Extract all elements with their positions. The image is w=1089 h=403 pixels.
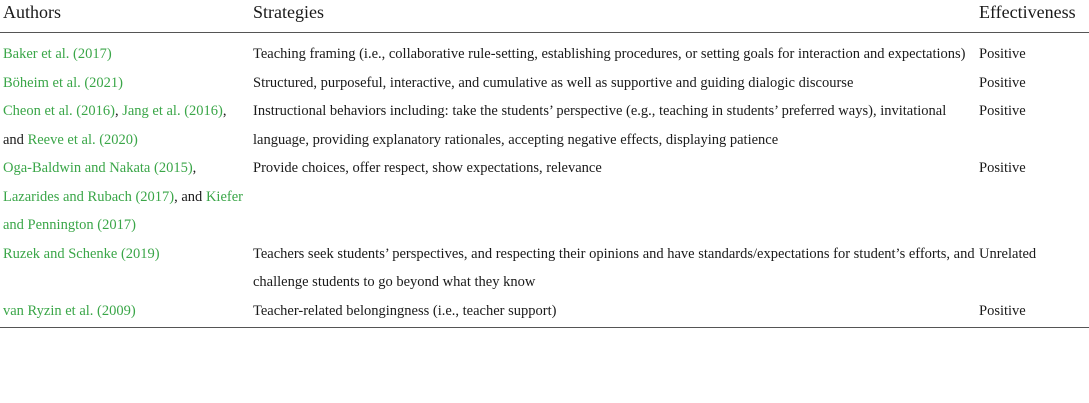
effectiveness-cell: Positive bbox=[979, 160, 1026, 176]
authors-cell bbox=[0, 33, 250, 69]
effectiveness-cell: Positive bbox=[979, 74, 1026, 91]
citation-link[interactable]: Lazarides and Rubach (2017) bbox=[3, 188, 175, 205]
strategy-cell: Teacher-related belongingness (i.e., teacher support) bbox=[250, 297, 977, 328]
table-row bbox=[0, 297, 1089, 328]
citation-link[interactable]: Ruzek and Schenke (2019) bbox=[3, 245, 160, 262]
effectiveness-cell: Unrelated bbox=[979, 245, 1037, 262]
strategy-cell: Provide choices, offer respect, show expectations, relevance bbox=[253, 160, 602, 176]
table-row bbox=[0, 154, 1089, 240]
header-effectiveness: Effectiveness bbox=[977, 0, 1089, 33]
authors-cell bbox=[0, 154, 250, 240]
authors-cell bbox=[0, 97, 250, 154]
citation-link[interactable]: Jang et al. (2016) bbox=[122, 103, 223, 119]
table-row bbox=[0, 33, 1089, 69]
header-authors: Authors bbox=[0, 0, 250, 33]
strategy-cell: Teaching framing (i.e., collaborative rule-setting, establishing procedures, or setting goals for interaction and expectations) bbox=[253, 46, 966, 62]
strategy-cell: Teachers seek students’ perspectives, and respecting their opinions and have standards/expectations for student’s efforts, and challenge students to go beyond what they know bbox=[253, 245, 975, 290]
citation-link[interactable]: van Ryzin et al. (2009) bbox=[3, 302, 136, 319]
table-body bbox=[0, 33, 1089, 328]
header-row bbox=[0, 0, 1089, 33]
strategy-cell: Structured, purposeful, interactive, and cumulative as well as supportive and guiding dialogic discourse bbox=[253, 74, 854, 91]
citation-separator: , bbox=[114, 103, 123, 119]
citation-link[interactable]: Oga-Baldwin and Nakata (2015) bbox=[3, 160, 193, 176]
header-strategies: Strategies bbox=[250, 0, 977, 33]
table-row bbox=[0, 69, 1089, 98]
citation-link[interactable]: Kiefer and Pennington (2017) bbox=[3, 188, 243, 233]
citation-link[interactable]: Baker et al. (2017) bbox=[3, 46, 112, 62]
table-header bbox=[0, 0, 1089, 33]
table-row bbox=[0, 97, 1089, 154]
authors-cell bbox=[0, 297, 250, 328]
effectiveness-cell: Positive bbox=[979, 46, 1026, 62]
strategy-cell: Instructional behaviors including: take the students’ perspective (e.g., teaching in students’ preferred ways), invitational language, providing explanatory rationales, accepting negative effects, displaying patience bbox=[253, 103, 947, 148]
citation-link[interactable]: Böheim et al. (2021) bbox=[3, 74, 124, 91]
citation-separator: , and bbox=[174, 188, 206, 205]
citation-separator: , and bbox=[3, 103, 227, 148]
citation-separator: , bbox=[192, 160, 197, 176]
citation-link[interactable]: Reeve et al. (2020) bbox=[27, 131, 138, 148]
citation-link[interactable]: Cheon et al. (2016) bbox=[3, 103, 115, 119]
authors-cell bbox=[0, 240, 250, 297]
effectiveness-cell: Positive bbox=[977, 297, 1089, 328]
effectiveness-cell: Positive bbox=[979, 103, 1026, 119]
authors-cell bbox=[0, 69, 250, 98]
table-row bbox=[0, 240, 1089, 297]
